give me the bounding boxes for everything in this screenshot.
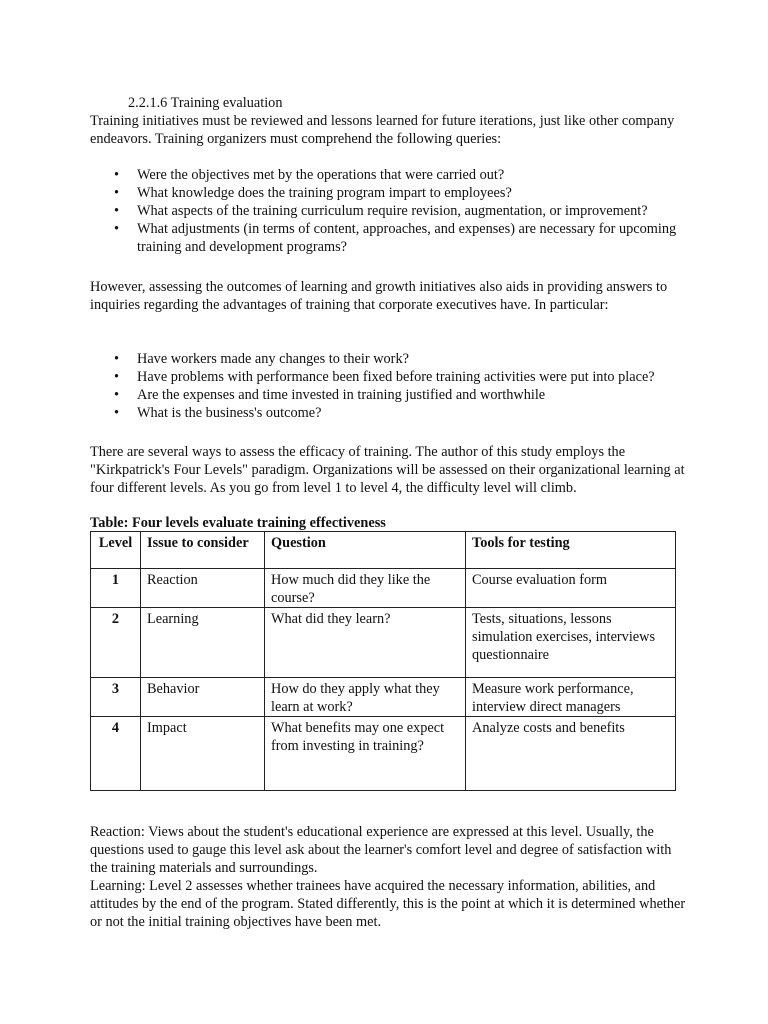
cell-question: What benefits may one expect from investing in training? (265, 717, 466, 791)
cell-question: How do they apply what they learn at work? (265, 678, 466, 717)
table-row (91, 678, 676, 717)
cell-level: 3 (91, 678, 141, 717)
list-item: • What adjustments (in terms of content, approaches, and expenses) are necessary for upcoming training and development programs? (110, 220, 690, 256)
table-row (91, 608, 676, 678)
cell-tools: Measure work performance, interview direct managers (466, 678, 676, 717)
header-tools: Tools for testing (466, 532, 676, 569)
cell-issue: Behavior (141, 678, 265, 717)
cell-issue: Reaction (141, 569, 265, 608)
cell-tools: Analyze costs and benefits (466, 717, 676, 791)
list-item: • What aspects of the training curriculum require revision, augmentation, or improvement? (110, 202, 690, 220)
intro-paragraph: Training initiatives must be reviewed and lessons learned for future iterations, just like other company endeavors. Training organizers must comprehend the following queries: (90, 113, 675, 147)
table-row (91, 569, 676, 608)
cell-level: 1 (91, 569, 141, 608)
reaction-explanation: Reaction: Views about the student's educational experience are expressed at this level. Usually, the questions used to gauge this level ask about the learner's comfort level and degree of satisfaction with the training materials and surroundings. (90, 824, 672, 876)
header-question: Question (265, 532, 466, 569)
list-item: • Have problems with performance been fixed before training activities were put into place? (110, 368, 690, 386)
list-item: • What is the business's outcome? (110, 404, 690, 422)
cell-level: 2 (91, 608, 141, 678)
table-caption: Table: Four levels evaluate training effectiveness (90, 515, 386, 531)
cell-tools: Tests, situations, lessons simulation exercises, interviews questionnaire (466, 608, 676, 678)
section-heading: 2.2.1.6 Training evaluation (128, 95, 283, 111)
table-header-row (91, 532, 676, 569)
cell-issue: Learning (141, 608, 265, 678)
executive-questions-list (110, 350, 690, 422)
cell-question: How much did they like the course? (265, 569, 466, 608)
evaluation-queries-list (110, 166, 690, 256)
cell-tools: Course evaluation form (466, 569, 676, 608)
list-item: • What knowledge does the training program impart to employees? (110, 184, 690, 202)
list-item: • Have workers made any changes to their work? (110, 350, 690, 368)
list-item: • Were the objectives met by the operations that were carried out? (110, 166, 690, 184)
however-paragraph: However, assessing the outcomes of learning and growth initiatives also aids in providing answers to inquiries regarding the advantages of training that corporate executives have. In particular: (90, 279, 668, 313)
header-issue: Issue to consider (141, 532, 265, 569)
table-row (91, 717, 676, 791)
cell-level: 4 (91, 717, 141, 791)
header-level: Level (91, 532, 141, 569)
methods-paragraph: There are several ways to assess the efficacy of training. The author of this study employs the "Kirkpatrick's Four Levels" paradigm. Organizations will be assessed on their organizational learning at four different levels. As you go from level 1 to level 4, the difficulty level will climb. (90, 444, 685, 496)
cell-question: What did they learn? (265, 608, 466, 678)
learning-explanation: Learning: Level 2 assesses whether trainees have acquired the necessary information, abilities, and attitudes by the end of the program. Stated differently, this is the point at which it is determined whether or not the initial training objectives have been met. (90, 878, 686, 930)
list-item: • Are the expenses and time invested in training justified and worthwhile (110, 386, 690, 404)
training-levels-table (90, 531, 676, 791)
cell-issue: Impact (141, 717, 265, 791)
